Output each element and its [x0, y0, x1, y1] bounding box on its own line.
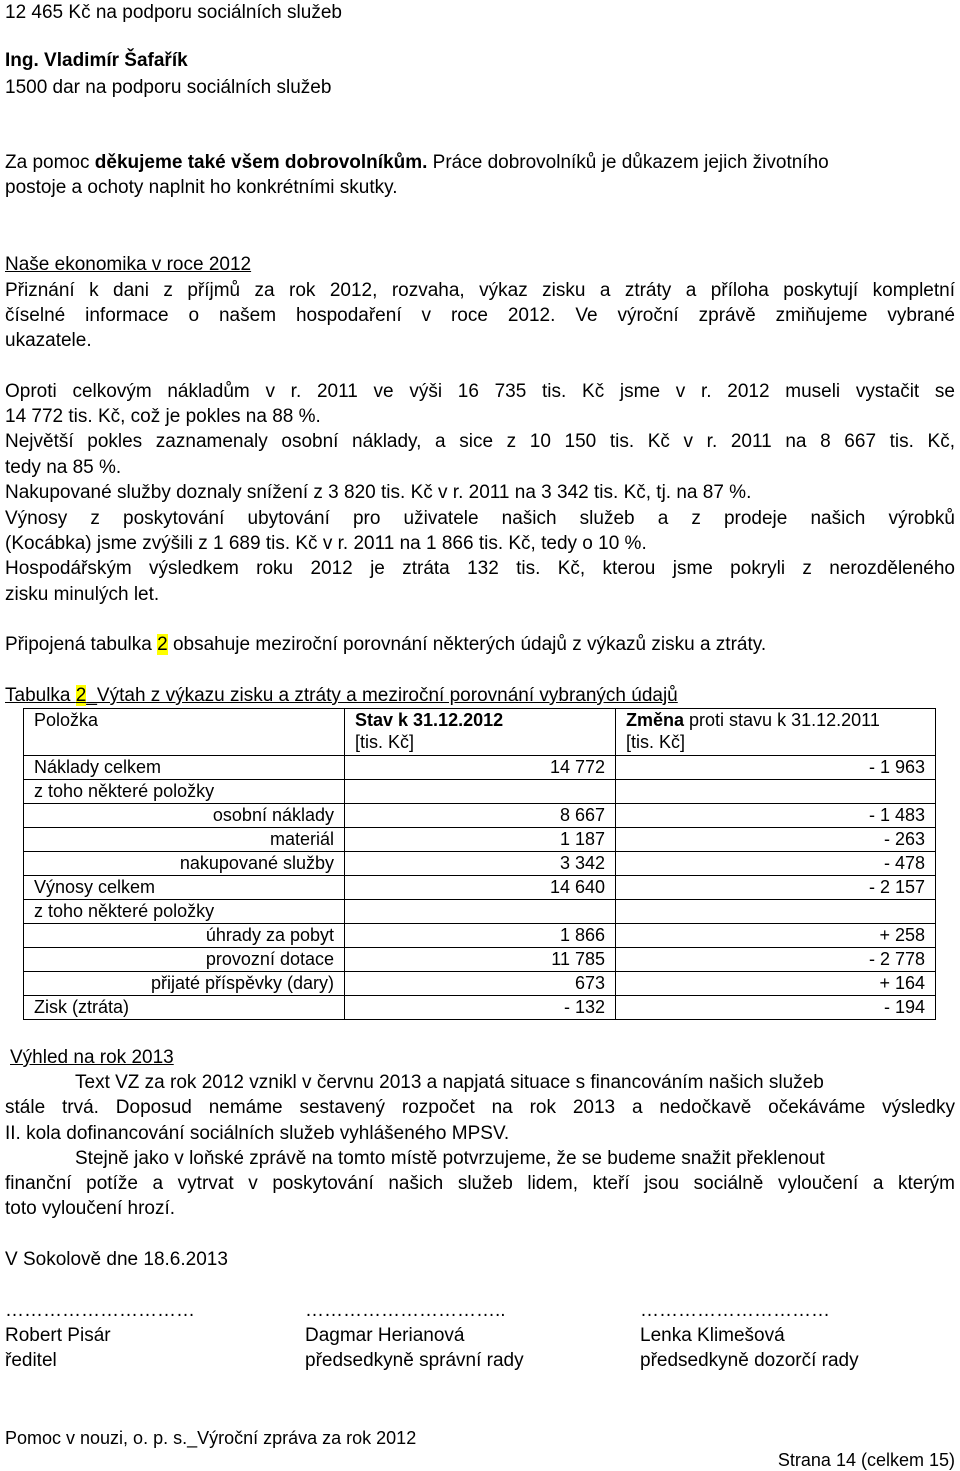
table-row — [24, 948, 936, 972]
donor-line: 12 465 Kč na podporu sociálních služeb — [5, 2, 342, 23]
row-label: materiál — [24, 828, 345, 852]
header-change-title: Změna — [626, 710, 685, 730]
table-row — [24, 876, 936, 900]
row-value: 1 866 — [345, 924, 616, 948]
header-change-unit: [tis. Kč] — [626, 732, 686, 752]
signature-role: předsedkyně správní rady — [305, 1350, 524, 1371]
paragraph-line: Stejně jako v loňské zprávě na tomto místě potvrzujeme, že se budeme snažit překlenout — [75, 1148, 825, 1169]
table-row — [24, 828, 936, 852]
paragraph-line: číselné informace o našem hospodaření v roce 2012. Ve výroční zprávě zmiňujeme vybrané — [5, 305, 955, 326]
header-change-rest: proti stavu k 31.12.2011 — [684, 710, 880, 730]
thanks-suffix: Práce dobrovolníků je důkazem jejich životního — [427, 152, 829, 173]
table-row — [24, 996, 936, 1020]
row-value: 14 772 — [345, 756, 616, 780]
row-value — [345, 780, 616, 804]
paragraph-line: Oproti celkovým nákladům v r. 2011 ve výši 16 735 tis. Kč jsme v r. 2012 museli vystačit se — [5, 381, 955, 402]
table-caption — [5, 685, 678, 707]
table-row — [24, 924, 936, 948]
attached-suffix: obsahuje meziroční porovnání některých údajů z výkazů zisku a ztráty. — [167, 634, 767, 655]
paragraph-line: Nakupované služby doznaly snížení z 3 820 tis. Kč v r. 2011 na 3 342 tis. Kč, tj. na 87 %. — [5, 482, 752, 503]
row-value: 673 — [345, 972, 616, 996]
caption-prefix: Tabulka — [5, 685, 76, 706]
footer-page-number: Strana 14 (celkem 15) — [777, 1450, 955, 1470]
footer-left: Pomoc v nouzi, o. p. s._Výroční zpráva za rok 2012 — [5, 1428, 417, 1448]
header-state — [345, 709, 616, 756]
row-label: z toho některé položky — [24, 900, 345, 924]
thanks-paragraph — [5, 152, 829, 174]
row-change — [616, 780, 936, 804]
signature-name: Robert Pisár — [5, 1325, 111, 1346]
row-change: - 2 157 — [616, 876, 936, 900]
paragraph-line: zisku minulých let. — [5, 584, 160, 605]
row-label: přijaté příspěvky (dary) — [24, 972, 345, 996]
paragraph-line: Hospodářským výsledkem roku 2012 je ztráta 132 tis. Kč, kterou jsme pokryli z nerozděleného — [5, 558, 955, 579]
signature-role: předsedkyně dozorčí rady — [640, 1350, 859, 1371]
section-heading: Výhled na rok 2013 — [10, 1047, 174, 1068]
signature-dots: ………………………… — [640, 1300, 830, 1321]
donor-name: Ing. Vladimír Šafařík — [5, 50, 188, 71]
row-value: 1 187 — [345, 828, 616, 852]
signature-dots: ………………………… — [5, 1300, 195, 1321]
donor-line: 1500 dar na podporu sociálních služeb — [5, 77, 332, 98]
row-change — [616, 900, 936, 924]
paragraph-line: (Kocábka) jsme zvýšili z 1 689 tis. Kč v r. 2011 na 1 866 tis. Kč, tedy o 10 %. — [5, 533, 647, 554]
caption-suffix: _Výtah z výkazu zisku a ztráty a meziroční porovnání vybraných údajů — [86, 685, 678, 706]
paragraph-line: stále trvá. Doposud nemáme sestavený rozpočet na rok 2013 a nedočkavě očekáváme výsledky — [5, 1097, 955, 1118]
row-value: - 132 — [345, 996, 616, 1020]
header-state-unit: [tis. Kč] — [355, 732, 415, 752]
row-change: + 164 — [616, 972, 936, 996]
row-change: - 478 — [616, 852, 936, 876]
signature-dots: ………………………….. — [305, 1300, 506, 1321]
signature-name: Lenka Klimešová — [640, 1325, 785, 1346]
profit-loss-table — [23, 708, 936, 1020]
row-change: - 263 — [616, 828, 936, 852]
attached-prefix: Připojená tabulka — [5, 634, 158, 655]
row-label: osobní náklady — [24, 804, 345, 828]
header-item: Položka — [24, 709, 345, 756]
row-change: + 258 — [616, 924, 936, 948]
table-number-highlight: 2 — [157, 634, 168, 655]
attached-table-note — [5, 634, 766, 656]
table-row — [24, 900, 936, 924]
thanks-prefix: Za pomoc — [5, 152, 95, 173]
paragraph-line: Největší pokles zaznamenaly osobní náklady, a sice z 10 150 tis. Kč v r. 2011 na 8 667 tis. Kč, — [5, 431, 955, 452]
row-change: - 1 963 — [616, 756, 936, 780]
row-change: - 2 778 — [616, 948, 936, 972]
paragraph-line: ukazatele. — [5, 330, 92, 351]
row-label: z toho některé položky — [24, 780, 345, 804]
row-label: Výnosy celkem — [24, 876, 345, 900]
table-number-highlight: 2 — [75, 685, 87, 706]
row-change: - 194 — [616, 996, 936, 1020]
row-value: 8 667 — [345, 804, 616, 828]
header-change — [616, 709, 936, 756]
row-label: úhrady za pobyt — [24, 924, 345, 948]
row-label: Náklady celkem — [24, 756, 345, 780]
place-date: V Sokolově dne 18.6.2013 — [5, 1249, 228, 1270]
signature-role: ředitel — [5, 1350, 57, 1371]
paragraph-line: finanční potíže a vytrvat v poskytování našich služeb lidem, kteří jsou sociálně vyloučení a kterým — [5, 1173, 955, 1194]
table-header-row — [24, 709, 936, 756]
table-row — [24, 972, 936, 996]
paragraph-line: Výnosy z poskytování ubytování pro uživatele našich služeb a z prodeje našich výrobků — [5, 508, 955, 529]
table-row — [24, 804, 936, 828]
paragraph-line: tedy na 85 %. — [5, 457, 122, 478]
row-value — [345, 900, 616, 924]
row-value: 3 342 — [345, 852, 616, 876]
paragraph-line: II. kola dofinancování sociálních služeb vyhlášeného MPSV. — [5, 1123, 510, 1144]
row-change: - 1 483 — [616, 804, 936, 828]
header-state-title: Stav k 31.12.2012 — [355, 710, 504, 730]
section-heading: Naše ekonomika v roce 2012 — [5, 254, 252, 275]
signature-name: Dagmar Herianová — [305, 1325, 465, 1346]
paragraph-line: 14 772 tis. Kč, což je pokles na 88 %. — [5, 406, 321, 427]
row-label: provozní dotace — [24, 948, 345, 972]
row-label: Zisk (ztráta) — [24, 996, 345, 1020]
thanks-line: postoje a ochoty naplnit ho konkrétními skutky. — [5, 177, 398, 198]
row-value: 14 640 — [345, 876, 616, 900]
table-row — [24, 780, 936, 804]
paragraph-line: toto vyloučení hrozí. — [5, 1198, 176, 1219]
paragraph-line: Přiznání k dani z příjmů za rok 2012, rozvaha, výkaz zisku a ztráty a příloha poskytují kompletní — [5, 280, 955, 301]
row-label: nakupované služby — [24, 852, 345, 876]
paragraph-line: Text VZ za rok 2012 vznikl v červnu 2013 a napjatá situace s financováním našich služeb — [75, 1072, 824, 1093]
table-row — [24, 852, 936, 876]
row-value: 11 785 — [345, 948, 616, 972]
table-row — [24, 756, 936, 780]
thanks-bold: děkujeme také všem dobrovolníkům. — [94, 152, 428, 173]
